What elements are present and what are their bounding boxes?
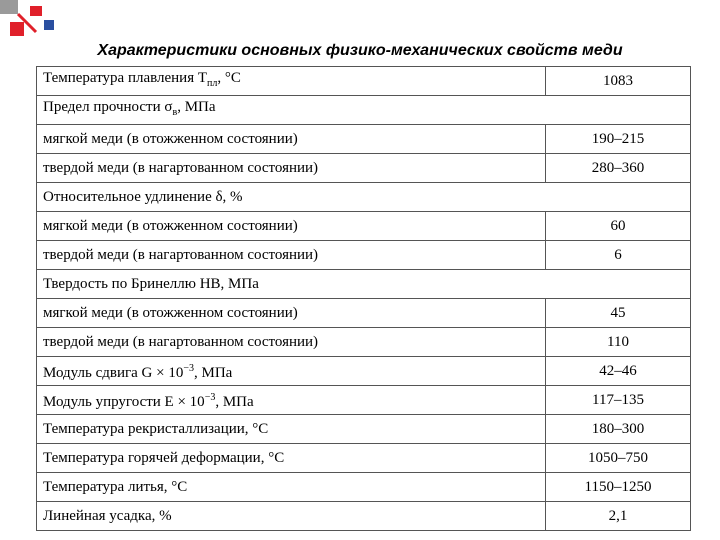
- property-value: 117–135: [546, 386, 691, 415]
- label-text: мягкой меди (в отожженном состоянии): [43, 305, 298, 321]
- property-value: 280–360: [546, 154, 691, 183]
- logo-square-red-2: [10, 22, 24, 36]
- section-row: [37, 96, 691, 125]
- section-row: [37, 270, 691, 299]
- table-row: [37, 212, 691, 241]
- label-subscript: в: [172, 107, 178, 118]
- property-label: [37, 241, 546, 270]
- label-text: Температура горячей деформации, °С: [43, 450, 285, 466]
- label-text: Модуль сдвига G × 10: [43, 365, 184, 381]
- property-value: 45: [546, 299, 691, 328]
- logo-square-red: [30, 6, 42, 16]
- page-title: Характеристики основных физико-механических свойств меди: [97, 42, 623, 59]
- properties-table: [36, 66, 691, 531]
- property-label: [37, 154, 546, 183]
- property-label: [37, 67, 546, 96]
- label-text: твердой меди (в нагартованном состоянии): [43, 247, 319, 263]
- property-label: [37, 328, 546, 357]
- table-row: [37, 357, 691, 386]
- label-text: Предел прочности σ: [43, 99, 173, 115]
- property-label: [37, 357, 546, 386]
- label-text: твердой меди (в нагартованном состоянии): [43, 160, 319, 176]
- label-unit: , МПа: [177, 99, 216, 115]
- property-value: 180–300: [546, 415, 691, 444]
- table-row: [37, 299, 691, 328]
- table-row: [37, 154, 691, 183]
- label-text: мягкой меди (в отожженном состоянии): [43, 131, 298, 147]
- label-subscript: пл: [207, 78, 218, 89]
- label-superscript: −3: [204, 392, 216, 403]
- label-text: Твердость по Бринеллю HB, МПа: [43, 276, 259, 292]
- property-value: 60: [546, 212, 691, 241]
- property-value: 2,1: [546, 502, 691, 531]
- property-value: 1083: [546, 67, 691, 96]
- table-row: [37, 473, 691, 502]
- property-value: 1150–1250: [546, 473, 691, 502]
- property-label: [37, 502, 546, 531]
- label-text: Температура плавления T: [43, 70, 208, 86]
- label-text: Линейная усадка, %: [43, 508, 172, 524]
- logo-square-blue: [44, 20, 54, 30]
- section-label: [37, 96, 691, 125]
- section-label: [37, 270, 691, 299]
- table-row: [37, 67, 691, 96]
- table-row: [37, 386, 691, 415]
- table-row: [37, 328, 691, 357]
- label-text: Модуль упругости E × 10: [43, 394, 205, 410]
- corner-logo: [0, 0, 72, 40]
- property-value: 110: [546, 328, 691, 357]
- label-superscript: −3: [183, 363, 194, 374]
- table-row: [37, 502, 691, 531]
- section-label: [37, 183, 691, 212]
- property-value: 1050–750: [546, 444, 691, 473]
- property-label: [37, 386, 546, 415]
- property-label: [37, 212, 546, 241]
- property-value: 42–46: [546, 357, 691, 386]
- property-label: [37, 299, 546, 328]
- label-unit: , МПа: [215, 394, 254, 410]
- property-label: [37, 444, 546, 473]
- property-label: [37, 415, 546, 444]
- label-text: Температура литья, °С: [43, 479, 188, 495]
- table-row: [37, 241, 691, 270]
- label-text: мягкой меди (в отожженном состоянии): [43, 218, 298, 234]
- property-value: 6: [546, 241, 691, 270]
- label-unit: , °С: [217, 70, 241, 86]
- logo-square-gray: [0, 0, 18, 14]
- label-text: Температура рекристаллизации, °С: [43, 421, 269, 437]
- table-row: [37, 444, 691, 473]
- property-label: [37, 473, 546, 502]
- property-label: [37, 125, 546, 154]
- label-text: твердой меди (в нагартованном состоянии): [43, 334, 319, 350]
- table-row: [37, 125, 691, 154]
- property-value: 190–215: [546, 125, 691, 154]
- label-unit: , МПа: [193, 365, 233, 381]
- section-row: [37, 183, 691, 212]
- properties-table-body: [37, 67, 691, 531]
- label-text: Относительное удлинение δ, %: [43, 189, 243, 205]
- table-row: [37, 415, 691, 444]
